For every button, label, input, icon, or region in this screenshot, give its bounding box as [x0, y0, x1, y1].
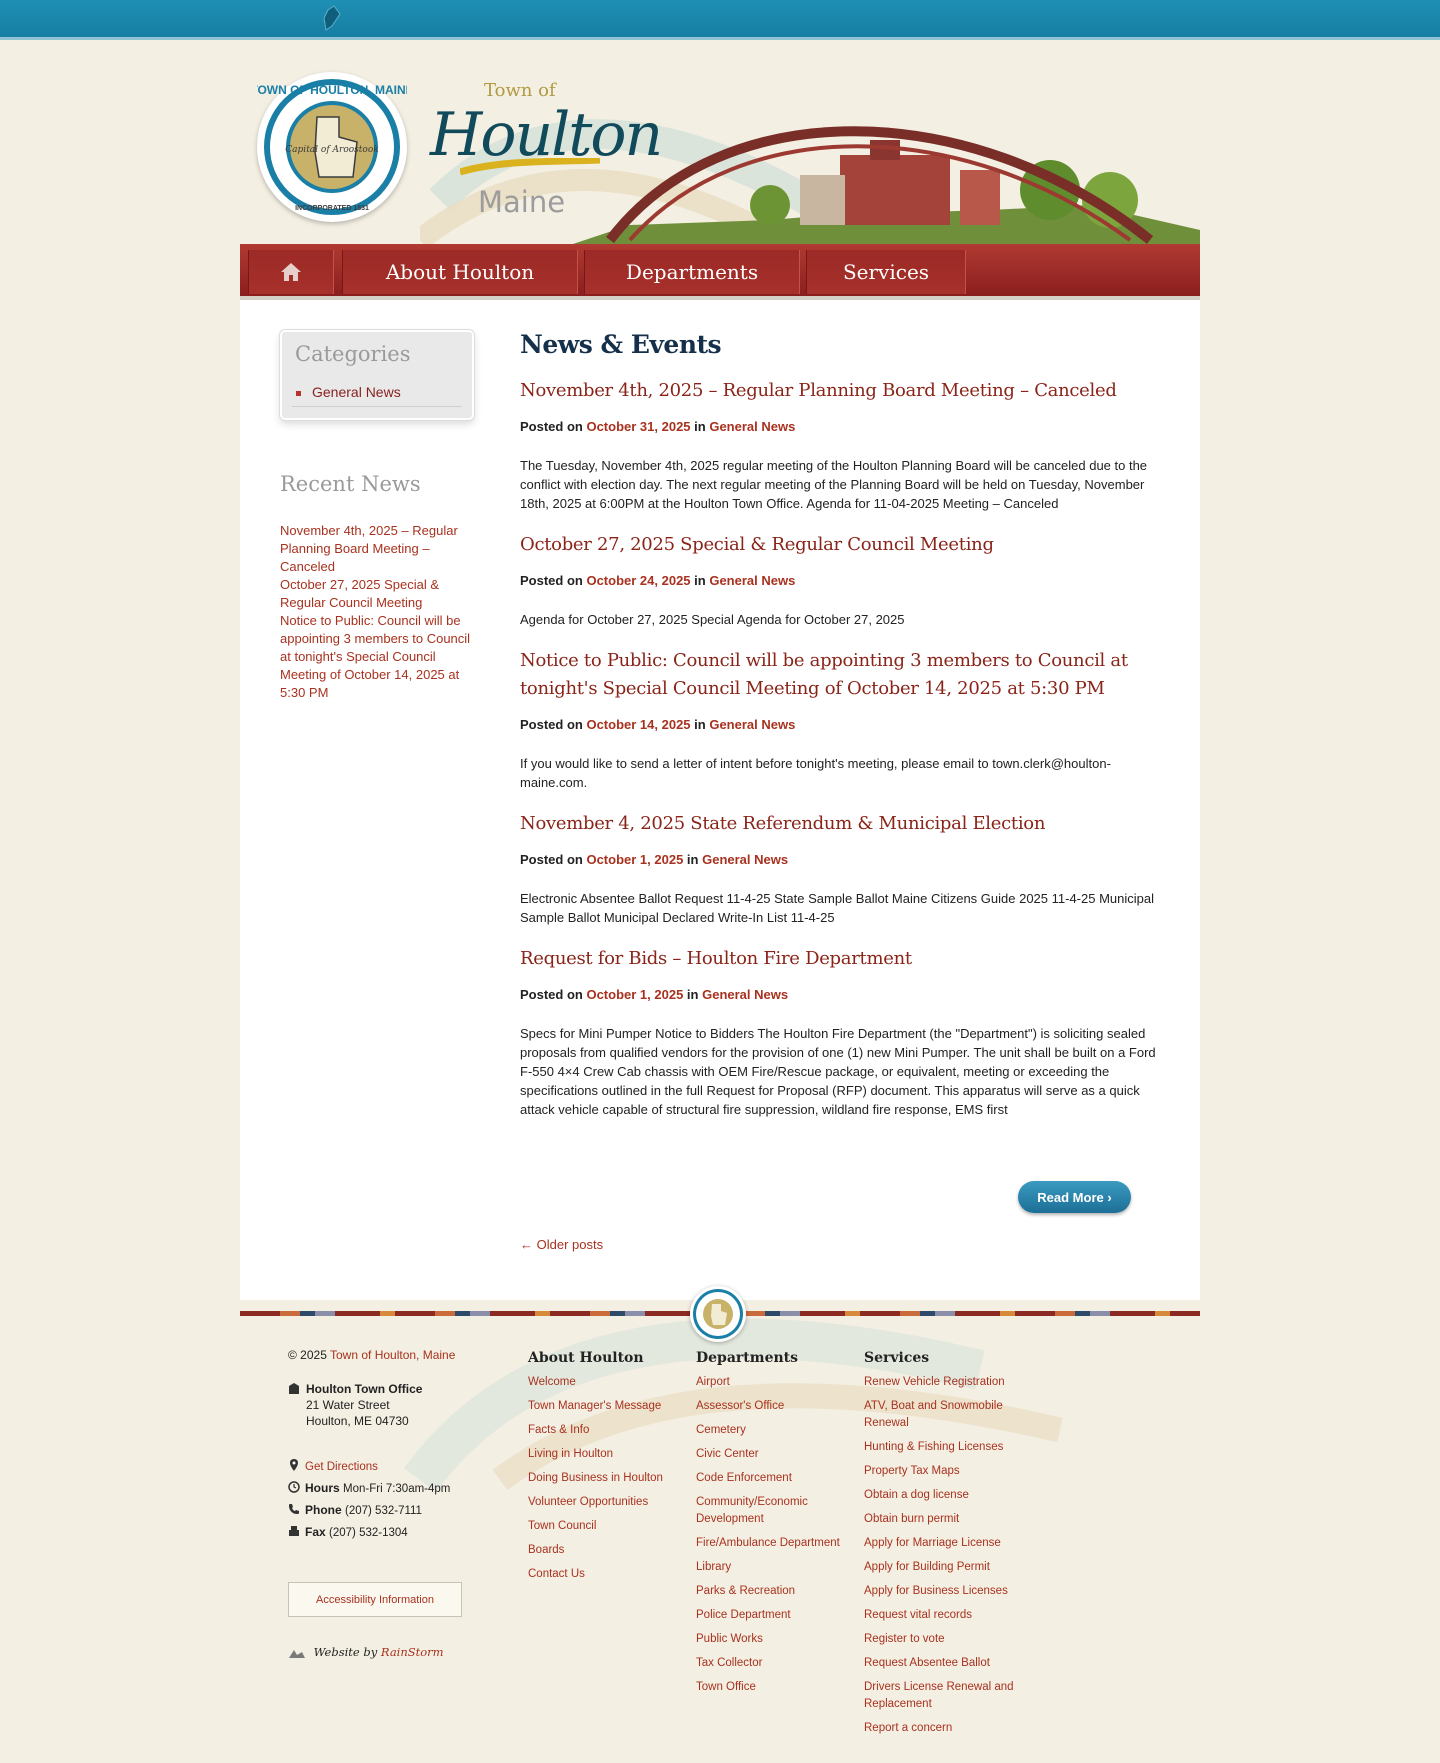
post-category-link[interactable]: General News: [709, 573, 796, 588]
phone-label: Phone: [305, 1503, 342, 1517]
post-category-link[interactable]: General News: [702, 987, 789, 1002]
site-header: [240, 60, 1200, 244]
fax-row: [288, 1525, 508, 1547]
website-credit: [288, 1645, 444, 1660]
footer-link[interactable]: Register to vote: [864, 1633, 945, 1645]
post-category-link[interactable]: General News: [702, 852, 789, 867]
footer-about-column: [528, 1350, 688, 1590]
building-icon: [288, 1383, 300, 1395]
footer-link[interactable]: Apply for Business Licenses: [864, 1585, 1008, 1597]
footer-link[interactable]: Fire/Ambulance Department: [696, 1537, 840, 1549]
post-excerpt: The Tuesday, November 4th, 2025 regular meeting of the Houlton Planning Board will be canceled due to the conflict with election day. The next regular meeting of the Planning Board will be held on Tuesday, November 18th, 2025 at 6:00PM at the Houlton Town Office. Agenda for 11-04-2025 Meeting – Canceled: [520, 458, 1148, 511]
footer-link[interactable]: Tax Collector: [696, 1657, 763, 1669]
footer-link[interactable]: Town Council: [528, 1520, 597, 1532]
office-name: Houlton Town Office: [306, 1382, 423, 1396]
copyright-text: © 2025: [288, 1348, 327, 1362]
footer-link[interactable]: Doing Business in Houlton: [528, 1472, 663, 1484]
footer-link[interactable]: Hunting & Fishing Licenses: [864, 1441, 1004, 1453]
post-title[interactable]: October 27, 2025 Special & Regular Council Meeting: [520, 534, 994, 555]
post-meta: [520, 717, 1160, 732]
town-bridge-illustration: [570, 115, 1200, 244]
post-date-link[interactable]: October 1, 2025: [586, 852, 684, 867]
footer-link[interactable]: Code Enforcement: [696, 1472, 792, 1484]
footer-link[interactable]: Cemetery: [696, 1424, 746, 1436]
post-date-link[interactable]: October 24, 2025: [586, 573, 691, 588]
page-title: News & Events: [520, 330, 722, 359]
nav-about-houlton[interactable]: About Houlton: [342, 250, 578, 294]
recent-news-list: [280, 522, 480, 702]
footer-link[interactable]: Community/Economic Development: [696, 1496, 808, 1525]
top-bar: [0, 0, 1440, 40]
website-by-label: Website by: [313, 1645, 378, 1659]
footer-link[interactable]: Welcome: [528, 1376, 576, 1388]
recent-news-link[interactable]: October 27, 2025 Special & Regular Council Meeting: [280, 577, 439, 610]
footer-services-column: [864, 1350, 1024, 1744]
seal-bottom-text: INCORPORATED 1831: [295, 205, 369, 212]
posted-on-label: Posted on: [520, 852, 583, 867]
list-bullet: [296, 391, 301, 396]
post-category-link[interactable]: General News: [709, 717, 796, 732]
posted-on-label: Posted on: [520, 717, 583, 732]
post-excerpt: If you would like to send a letter of intent before tonight's meeting, please email to town.clerk@houlton-maine.com.: [520, 756, 1111, 790]
nav-home[interactable]: [248, 250, 334, 294]
contact-lines: [288, 1459, 508, 1547]
recent-news-title: Recent News: [280, 472, 421, 496]
site-title[interactable]: Houlton: [430, 100, 662, 170]
phone-number[interactable]: (207) 532-7111: [345, 1505, 422, 1517]
fax-label: Fax: [305, 1525, 326, 1539]
news-list: [520, 330, 1160, 1137]
categories-widget: [280, 330, 474, 420]
fax-number: (207) 532-1304: [329, 1527, 408, 1539]
hours-value: Mon-Fri 7:30am-4pm: [343, 1483, 451, 1495]
footer-link[interactable]: Civic Center: [696, 1448, 759, 1460]
footer-link[interactable]: Facts & Info: [528, 1424, 590, 1436]
post-meta: [520, 419, 1160, 434]
footer-link[interactable]: Police Department: [696, 1609, 791, 1621]
main-navigation: [240, 244, 1200, 300]
post-excerpt: Electronic Absentee Ballot Request 11-4-25 State Sample Ballot Maine Citizens Guide 2025 11-4-25 Municipal Sample Ballot Municipal Declared Write-In List 11-4-25: [520, 891, 1154, 925]
footer-link[interactable]: Assessor's Office: [696, 1400, 785, 1412]
footer-link[interactable]: Request vital records: [864, 1609, 973, 1621]
town-seal-logo[interactable]: [257, 72, 407, 222]
read-more-button[interactable]: [1018, 1181, 1131, 1213]
in-label: in: [686, 852, 699, 867]
footer-link[interactable]: Airport: [696, 1376, 730, 1388]
rainstorm-link[interactable]: RainStorm: [380, 1645, 444, 1659]
divider: [292, 406, 462, 407]
posted-on-label: Posted on: [520, 987, 583, 1002]
copyright: [288, 1348, 455, 1362]
categories-title: Categories: [295, 342, 411, 366]
footer-link[interactable]: Drivers License Renewal and Replacement: [864, 1681, 1014, 1710]
get-directions-link[interactable]: Get Directions: [305, 1461, 378, 1473]
office-street: 21 Water Street: [306, 1398, 390, 1412]
nav-services[interactable]: Services: [806, 250, 966, 294]
office-city: Houlton, ME 04730: [306, 1414, 409, 1428]
in-label: in: [694, 419, 706, 434]
in-label: in: [686, 987, 699, 1002]
footer-link[interactable]: Parks & Recreation: [696, 1585, 796, 1597]
footer-departments-column: [696, 1350, 856, 1703]
post-title[interactable]: Notice to Public: Council will be appointing 3 members to Council at tonight's Special Council Meeting of October 14, 2025 at 5:30 PM: [520, 650, 1128, 699]
accessibility-info-button[interactable]: Accessibility Information: [288, 1582, 462, 1617]
news-post: [520, 647, 1160, 792]
footer-link[interactable]: Obtain burn permit: [864, 1513, 960, 1525]
recent-news-link[interactable]: Notice to Public: Council will be appointing 3 members to Council at tonight's Special Council Meeting of October 14, 2025 at 5:30 PM: [280, 613, 471, 700]
state-label: Maine: [478, 185, 566, 219]
footer-link[interactable]: Town Office: [696, 1681, 756, 1693]
footer-services-title: Services: [864, 1350, 930, 1366]
site-link[interactable]: Town of Houlton, Maine: [330, 1348, 456, 1362]
posted-on-label: Posted on: [520, 573, 583, 588]
footer-link[interactable]: Renew Vehicle Registration: [864, 1376, 1005, 1388]
main-content-area: [240, 300, 1200, 1300]
footer-link[interactable]: Public Works: [696, 1633, 763, 1645]
news-post: [520, 531, 1160, 629]
footer-link[interactable]: Request Absentee Ballot: [864, 1657, 990, 1669]
post-category-link[interactable]: General News: [709, 419, 796, 434]
footer-about-title: About Houlton: [528, 1350, 644, 1366]
town-of-label: Town of: [484, 80, 556, 101]
footer-link[interactable]: Property Tax Maps: [864, 1465, 960, 1477]
directions-row: [288, 1459, 508, 1481]
home-icon: [280, 262, 302, 282]
post-meta: [520, 852, 1160, 867]
footer-link[interactable]: Report a concern: [864, 1722, 953, 1734]
post-date-link[interactable]: October 1, 2025: [586, 987, 684, 1002]
category-general-news[interactable]: General News: [312, 384, 401, 400]
post-date-link[interactable]: October 31, 2025: [586, 419, 691, 434]
news-post: [520, 377, 1160, 513]
footer-link[interactable]: Obtain a dog license: [864, 1489, 969, 1501]
post-title[interactable]: November 4th, 2025 – Regular Planning Board Meeting – Canceled: [520, 380, 1117, 401]
fax-icon: [288, 1525, 300, 1537]
map-pin-icon: [288, 1459, 300, 1471]
title-underline-swash: [460, 158, 600, 178]
maine-state-icon: [322, 4, 342, 32]
older-posts-link[interactable]: ← Older posts: [520, 1237, 604, 1252]
post-meta: [520, 573, 1160, 588]
news-post: [520, 810, 1160, 927]
footer-contact: [288, 1348, 456, 1539]
in-label: in: [694, 717, 706, 732]
clock-icon: [288, 1481, 300, 1493]
footer-link[interactable]: Contact Us: [528, 1568, 585, 1580]
footer-link[interactable]: ATV, Boat and Snowmobile Renewal: [864, 1400, 1003, 1429]
post-date-link[interactable]: October 14, 2025: [586, 717, 691, 732]
post-title[interactable]: Request for Bids – Houlton Fire Department: [520, 948, 912, 969]
footer-link[interactable]: Living in Houlton: [528, 1448, 614, 1460]
read-more-label: Read More: [1037, 1189, 1104, 1205]
chevron-right-icon: ›: [1107, 1189, 1112, 1205]
post-excerpt: Agenda for October 27, 2025 Special Agenda for October 27, 2025: [520, 612, 905, 627]
post-excerpt: Specs for Mini Pumper Notice to Bidders The Houlton Fire Department (the "Department") is soliciting sealed proposals from qualified vendors for the provision of one (1) new Mini Pumper. The unit shall be built on a Ford F-550 4×4 Crew Cab chassis with OEM Fire/Rescue package, or equivalent, meeting or exceeding the specifications outlined in the full Request for Proposal (RFP) document. This apparatus will serve as a quick attack vehicle capable of structural fire suppression, wildland fire response, EMS first: [520, 1026, 1156, 1117]
seal-emblem: [257, 72, 407, 222]
post-title[interactable]: November 4, 2025 State Referendum & Municipal Election: [520, 813, 1046, 834]
footer-link[interactable]: Boards: [528, 1544, 565, 1556]
in-label: in: [694, 573, 706, 588]
office-address: [288, 1382, 488, 1428]
footer-link[interactable]: Apply for Marriage License: [864, 1537, 1001, 1549]
recent-news-link[interactable]: November 4th, 2025 – Regular Planning Board Meeting – Canceled: [280, 523, 458, 574]
hours-label: Hours: [305, 1481, 340, 1495]
footer-link[interactable]: Apply for Building Permit: [864, 1561, 990, 1573]
phone-icon: [288, 1503, 300, 1515]
seal-ring-text: TOWN OF HOULTON, MAINE: [257, 83, 407, 97]
rainstorm-logo-icon: [288, 1646, 306, 1660]
footer-link[interactable]: Town Manager's Message: [528, 1400, 662, 1412]
footer-seal-icon: [690, 1286, 746, 1342]
news-post: [520, 945, 1160, 1119]
post-meta: [520, 987, 1160, 1002]
footer-link[interactable]: Library: [696, 1561, 732, 1573]
footer-link[interactable]: Volunteer Opportunities: [528, 1496, 649, 1508]
hours-row: [288, 1481, 508, 1503]
footer-departments-title: Departments: [696, 1350, 798, 1366]
nav-departments[interactable]: Departments: [584, 250, 800, 294]
seal-center-text: Capital of Aroostook: [285, 145, 379, 155]
phone-row: [288, 1503, 508, 1525]
posted-on-label: Posted on: [520, 419, 583, 434]
